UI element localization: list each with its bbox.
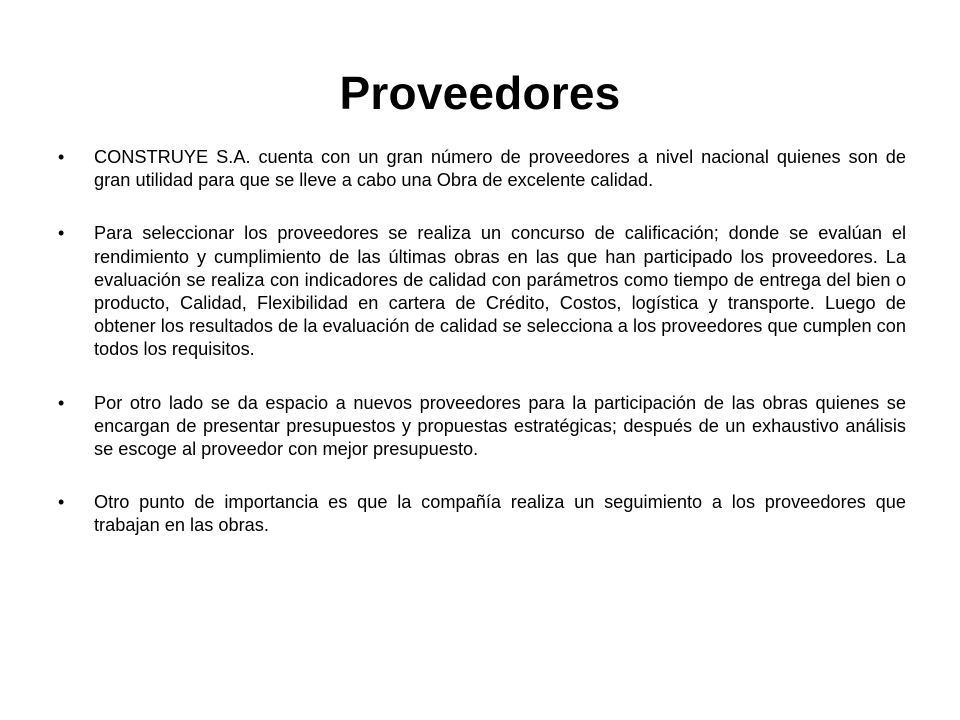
bullet-text: Por otro lado se da espacio a nuevos proveedores para la participación de las obras quienes se encargan de presentar presupuestos y propuestas estratégicas; después de un exhaustivo análisis se escoge al proveedor con mejor presupuesto. <box>94 392 906 460</box>
bullet-icon: • <box>58 147 65 167</box>
bullet-icon: • <box>58 392 65 413</box>
bullet-item-1 <box>58 146 906 192</box>
bullet-item-4 <box>58 491 906 537</box>
bullet-icon: • <box>58 492 65 513</box>
bullet-text: Otro punto de importancia es que la compañía realiza un seguimiento a los proveedores que trabajan en las obras. <box>94 492 906 536</box>
bullet-list <box>58 146 906 568</box>
bullet-item-2 <box>58 222 906 361</box>
bullet-text: CONSTRUYE S.A. cuenta con un gran número de proveedores a nivel nacional quienes son de gran utilidad para que se lleve a cabo una Obra de excelente calidad. <box>94 147 906 191</box>
slide-title: Proveedores <box>339 67 621 119</box>
bullet-item-3 <box>58 392 906 462</box>
bullet-icon: • <box>58 223 65 244</box>
bullet-text: Para seleccionar los proveedores se realiza un concurso de calificación; donde se evalúan el rendimiento y cumplimiento de las últimas obras en las que han participado los proveedores. La evaluación se realiza con indicadores de calidad con parámetros como tiempo de entrega del bien o producto, Calidad, Flexibilidad en cartera de Crédito, Costos, logística y transporte. Luego de obtener los resultados de la evaluación de calidad se selecciona a los proveedores que cumplen con todos los requisitos. <box>94 223 906 360</box>
